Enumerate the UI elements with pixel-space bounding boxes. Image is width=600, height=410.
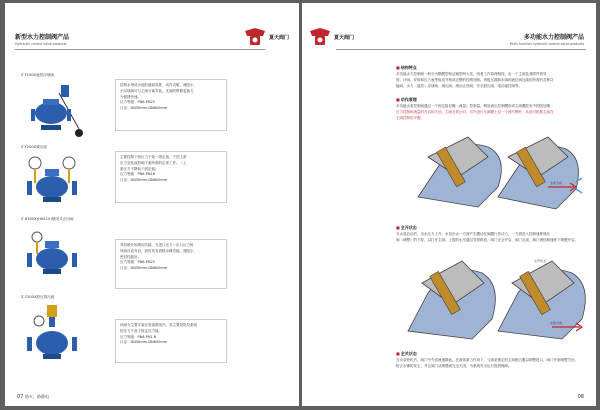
relief-valve-icon (21, 303, 83, 367)
left-header-rule (15, 49, 265, 50)
section-open-title: ■全开状态 (396, 225, 417, 230)
right-brand: 夏天阀门 (334, 34, 355, 41)
right-page (302, 3, 596, 406)
left-page-number: 07 (17, 394, 24, 400)
valve-logo-icon (243, 27, 267, 47)
pressure-reducing-valve-icon (21, 153, 83, 209)
product-2 (21, 145, 83, 213)
valve-cross-section-diagram-1 (398, 127, 588, 217)
product-1-desc: 控制水塔或水池的液面高度，动作灵敏，流阻小， 小浮球阀可与主阀分离安装，支阀的维修更换尤 为便捷快速。 压力等级：PN6-PN25 口径：DN50mm-DN600mm (115, 79, 227, 131)
section-close-title: ■全关状态 (396, 351, 417, 356)
product-4-desc: 该阀为主要安装在管道系统内，其主要是防控系统 的压力不高于规定压力值。 压力等级：PN6-PN1.6 口径：DN50mm-DN600mm (115, 319, 227, 363)
valve-cross-section-diagram-2 (398, 253, 588, 345)
section-close-body: 当水泵停机后，阀门中介质流速降低，在液体重力作用下，与阀室锁定的主阀配合膜以调整进口，阀门开始缓慢关闭， 防止水锤的发生，并且阀门从缓慢到完全关闭，为系统安全运行提供保障。 (396, 358, 578, 368)
product-4-model: Z C500X泄压排污阀 (21, 295, 55, 299)
left-footer-text: 防火，防静电 (24, 394, 49, 399)
left-header-subtitle: Hydraulic control valve products (15, 42, 67, 46)
right-header-title: 多功能水力控制阀产品 (523, 34, 584, 41)
diagram-1-flow-label: 水流方向 (550, 181, 563, 185)
right-header-subtitle: Multi-function hydraulic control valve products (509, 42, 584, 46)
product-2-model: Z Y200X减压阀 (21, 145, 47, 149)
left-brand: 夏天阀门 (269, 34, 290, 41)
product-3-desc: 具有缓开和缓闭功能，当进口压力＞出口压力时 该阀自动开启，而时其有消除水锤功能，流阻小， 密封性能好。 压力等级：PN6-PN25 口径：DN50mm-DN600mm (115, 239, 227, 289)
right-logo (308, 27, 354, 47)
left-header-title: 新型水力控制阀产品 (15, 34, 70, 41)
check-valve-icon (21, 225, 83, 281)
section-structure-body: 多功能水力控制阀一般分为隔膜型和活塞型两大类，两者工作原理相同，由一个主阀及其附件管导 管、针阀、导管和压力表等组成并构成完整的控制回路。该板压端和水阀的液位阀连续的所需的各种功 能阀，水力（遥控）浮球阀、减压阀、缓闭止回阀、安全泄压阀、电动遥控阀等。 (396, 72, 554, 88)
diagram-2-flow-label: 水流方向 (550, 321, 563, 325)
float-valve-icon (21, 81, 83, 139)
section-principle-title: ■动作原理 (396, 97, 417, 102)
left-page (5, 3, 299, 406)
diagram-2-state-label: 全开状态 (534, 259, 547, 263)
product-2-desc: 主要控制下游压力于某一固定值，不因上游 压力变化而影响下游所需的正常工作。（上 游压力不降低于固定值） 压力等级：PN6-PN16 口径：DN50mm-DN600mm (115, 151, 227, 203)
product-3 (21, 217, 83, 285)
section-principle-body: 多功能水泵控制阀通过一个固定阻尼嘴（流量）控制量，利用液压控制膜形或主阀膜腔室中的阻尼嘴 压力控制和流量的开启和关闭，主阀当停止时，另外进行压阀膜上变一个速节螺杆，从而可根据主阀在 主阀控制的平衡。 (396, 104, 554, 120)
product-1 (21, 73, 83, 143)
left-footer (17, 394, 49, 400)
section-open-body: 当水泵启动后，出水压力上升，水泵出水一方面产生膜动在阀膜行作动力，一方面进入控制速度调压 阀（调整）的下腔，以打开主阀；上腔的水压通过导管排放，阀门完全开启，阀门完成，阀门流经制速度下缓慢开启。 (396, 232, 578, 242)
valve-logo-icon (308, 27, 332, 47)
left-logo (243, 27, 289, 47)
product-1-model: Z F100X遥控浮球阀 (21, 73, 54, 77)
product-4 (21, 295, 83, 371)
section-structure-title: ■结构特点 (396, 65, 417, 70)
right-header-rule (336, 49, 586, 50)
product-3-model: Z H300X(HH41X)缓闭式止回阀 (21, 217, 74, 221)
right-page-number: 08 (577, 394, 584, 400)
